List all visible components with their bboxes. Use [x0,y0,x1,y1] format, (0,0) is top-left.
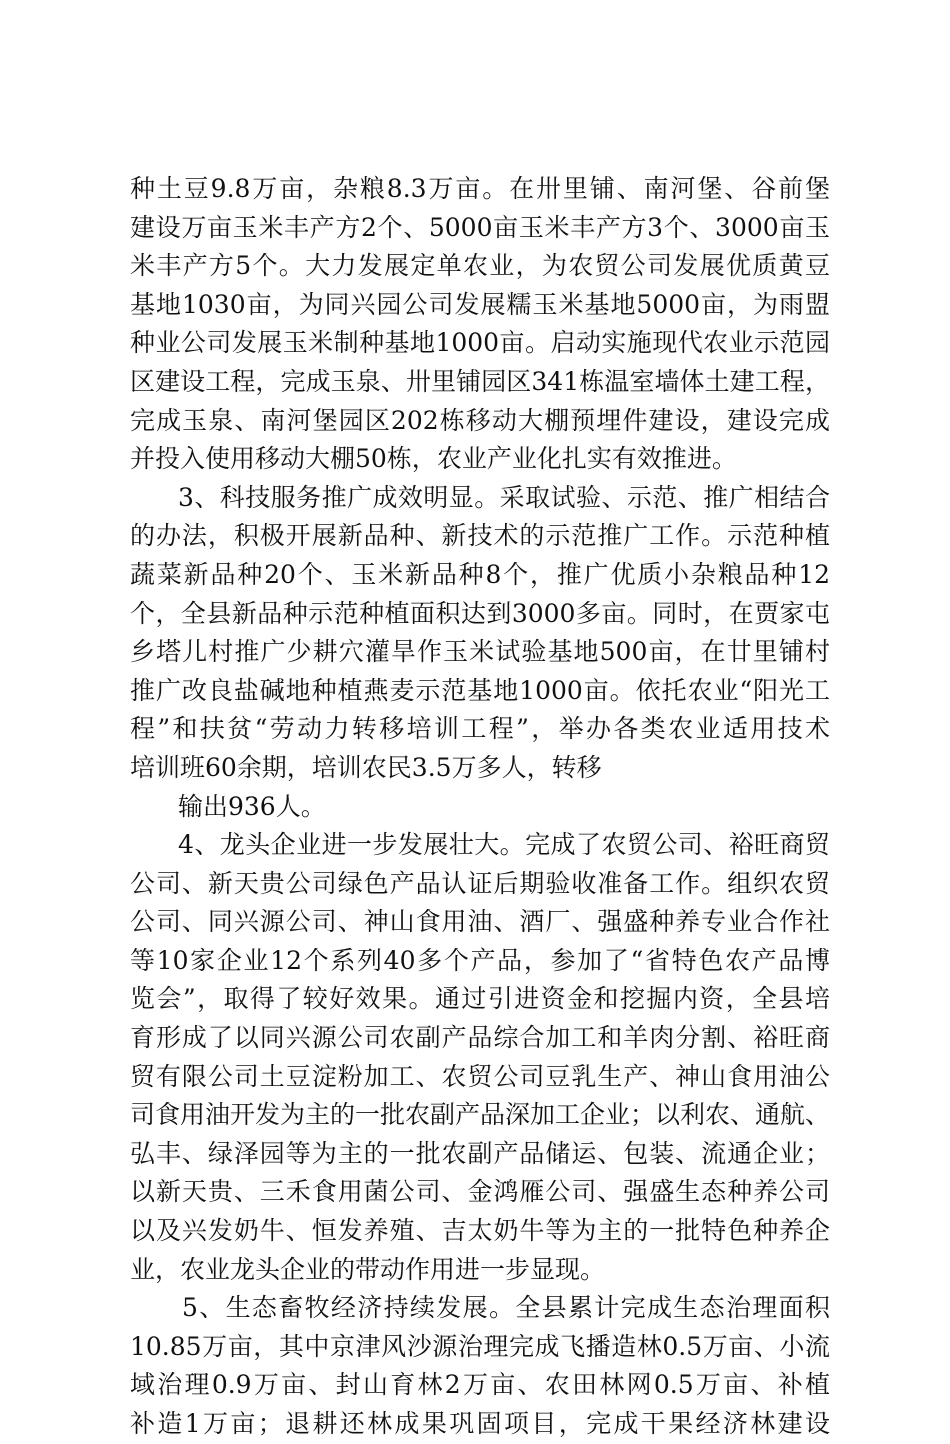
text-line: 贸有限公司土豆淀粉加工、农贸公司豆乳生产、神山食用油公 [130,1061,830,1091]
text-line: 完成玉泉、南河堡园区202栋移动大棚预埋件建设，建设完成 [130,405,830,435]
text-line: 种业公司发展玉米制种基地1000亩。启动实施现代农业示范园 [130,328,830,358]
paragraph-3-first-line: 3、科技服务推广成效明显。采取试验、示范、推广相结合 [178,482,830,512]
text-line-paragraph-end: 并投入使用移动大棚50栋，农业产业化扎实有效推进。 [130,444,737,474]
text-line-paragraph-end: 培训班60余期，培训农民3.5万多人，转移 [130,752,602,782]
text-line: 10.85万亩，其中京津风沙源治理完成飞播造林0.5万亩、小流 [130,1331,830,1361]
text-line: 建设万亩玉米丰产方2个、5000亩玉米丰产方3个、3000亩玉 [130,212,830,242]
text-line: 公司、新天贵公司绿色产品认证后期验收准备工作。组织农贸 [130,868,830,898]
text-line: 种土豆9.8万亩，杂粮8.3万亩。在卅里铺、南河堡、谷前堡 [130,174,830,203]
text-line: 域治理0.9万亩、封山育林2万亩、农田林网0.5万亩、补植 [130,1370,830,1400]
text-line: 推广改良盐碱地种植燕麦示范基地1000亩。依托农业“阳光工 [130,675,830,705]
text-line-paragraph-end: 业，农业龙头企业的带动作用进一步显现。 [130,1254,606,1284]
text-line: 基地1030亩，为同兴园公司发展糯玉米基地5000亩，为雨盟 [130,289,830,319]
text-line: 蔬菜新品种20个、玉米新品种8个，推广优质小杂粮品种12 [130,559,830,589]
text-line: 等10家企业12个系列40多个产品，参加了“省特色农产品博 [130,945,830,975]
text-line: 育形成了以同兴源公司农副产品综合加工和羊肉分割、裕旺商 [130,1023,830,1053]
text-line: 司食用油开发为主的一批农副产品深加工企业；以利农、通航、 [130,1100,831,1130]
paragraph-5-first-line: 5、生态畜牧经济持续发展。全县累计完成生态治理面积 [182,1293,830,1323]
document-body [130,170,830,1444]
text-line: 弘丰、绿泽园等为主的一批农副产品储运、包装、流通企业； [130,1138,830,1168]
paragraph-4-first-line: 4、龙头企业进一步发展壮大。完成了农贸公司、裕旺商贸 [178,830,830,860]
text-line: 米丰产方5个。大力发展定单农业，为农贸公司发展优质黄豆 [130,251,830,281]
text-line: 览会”，取得了较好效果。通过引进资金和挖掘内资，全县培 [130,984,830,1014]
text-line: 公司、同兴源公司、神山食用油、酒厂、强盛种养专业合作社 [130,907,830,937]
text-line: 以及兴发奶牛、恒发养殖、吉太奶牛等为主的一批特色种养企 [130,1216,830,1246]
text-line: 的办法，积极开展新品种、新技术的示范推广工作。示范种植 [130,521,830,551]
text-line: 个，全县新品种示范种植面积达到3000多亩。同时，在贾家屯 [130,598,830,628]
text-line: 以新天贵、三禾食用菌公司、金鸿雁公司、强盛生态种养公司 [130,1177,830,1207]
text-line-continuation: 输出936人。 [178,791,326,821]
text-line: 补造1万亩；退耕还林成果巩固项目，完成干果经济林建设 [130,1409,830,1438]
text-line: 区建设工程，完成玉泉、卅里铺园区341栋温室墙体土建工程， [130,366,830,396]
text-line: 乡塔儿村推广少耕穴灌旱作玉米试验基地500亩，在廿里铺村 [130,637,830,667]
text-line: 程”和扶贫“劳动力转移培训工程”，举办各类农业适用技术 [130,714,830,744]
